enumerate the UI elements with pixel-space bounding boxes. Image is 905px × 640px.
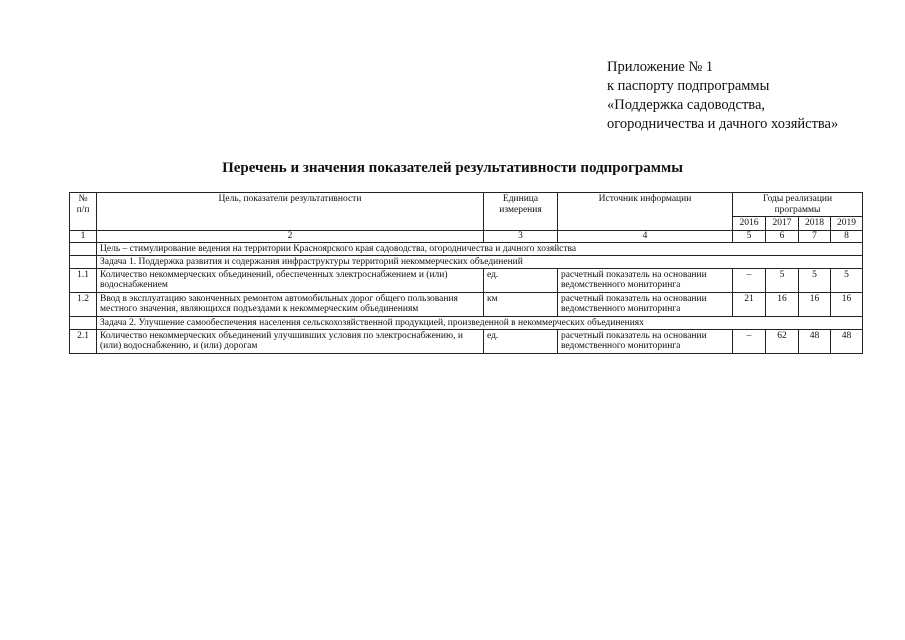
header-unit: Единица измерения bbox=[484, 193, 558, 231]
indicator-unit: ед. bbox=[484, 268, 558, 292]
value-2017: 5 bbox=[766, 268, 799, 292]
empty-cell bbox=[70, 316, 97, 329]
goal-text: Цель – стимулирование ведения на территории Красноярского края садоводства, огородничества и дачного хозяйства bbox=[97, 242, 863, 255]
indicator-source: расчетный показатель на основании ведомственного мониторинга bbox=[558, 292, 733, 316]
header-year-2016: 2016 bbox=[733, 217, 766, 231]
indicators-table bbox=[69, 192, 863, 354]
value-2018: 16 bbox=[799, 292, 831, 316]
appendix-line-1: Приложение № 1 bbox=[607, 59, 714, 75]
header-num: № п/п bbox=[70, 193, 97, 231]
column-number-row bbox=[70, 230, 863, 242]
appendix-line-2: к паспорту подпрограммы bbox=[607, 78, 770, 94]
appendix-block bbox=[607, 58, 838, 134]
value-2019: 5 bbox=[831, 268, 863, 292]
header-year-2019: 2019 bbox=[831, 217, 863, 231]
value-2018: 5 bbox=[799, 268, 831, 292]
column-number: 8 bbox=[831, 230, 863, 242]
indicator-name: Ввод в эксплуатацию законченных ремонтом автомобильных дорог общего пользования местного значения, являющихся подъездами к некоммерческим объединениям bbox=[97, 292, 484, 316]
column-number: 3 bbox=[484, 230, 558, 242]
document-title: Перечень и значения показателей результативности подпрограммы bbox=[222, 160, 683, 176]
value-2019: 16 bbox=[831, 292, 863, 316]
task-row bbox=[70, 255, 863, 268]
column-number: 4 bbox=[558, 230, 733, 242]
row-number: 1.2 bbox=[70, 292, 97, 316]
header-years: Годы реализации программы bbox=[733, 193, 863, 217]
indicator-unit: ед. bbox=[484, 329, 558, 353]
column-number: 6 bbox=[766, 230, 799, 242]
indicator-name: Количество некоммерческих объединений улучшивших условия по электроснабжению, и (или) водоснабжению, и (или) дорогам bbox=[97, 329, 484, 353]
row-number: 1.1 bbox=[70, 268, 97, 292]
appendix-line-4: огородничества и дачного хозяйства» bbox=[607, 116, 839, 132]
table-header-row bbox=[70, 193, 863, 217]
value-2018: 48 bbox=[799, 329, 831, 353]
value-2017: 16 bbox=[766, 292, 799, 316]
column-number: 2 bbox=[97, 230, 484, 242]
empty-cell bbox=[70, 255, 97, 268]
task-row bbox=[70, 316, 863, 329]
empty-cell bbox=[70, 242, 97, 255]
goal-row bbox=[70, 242, 863, 255]
header-year-2018: 2018 bbox=[799, 217, 831, 231]
header-goal: Цель, показатели результативности bbox=[97, 193, 484, 231]
value-2017: 62 bbox=[766, 329, 799, 353]
row-number: 2.1 bbox=[70, 329, 97, 353]
indicator-unit: км bbox=[484, 292, 558, 316]
value-2016: – bbox=[733, 329, 766, 353]
table-row bbox=[70, 329, 863, 353]
value-2016: – bbox=[733, 268, 766, 292]
table-row bbox=[70, 268, 863, 292]
table-row bbox=[70, 292, 863, 316]
column-number: 7 bbox=[799, 230, 831, 242]
indicator-source: расчетный показатель на основании ведомственного мониторинга bbox=[558, 268, 733, 292]
header-source: Источник информации bbox=[558, 193, 733, 231]
column-number: 5 bbox=[733, 230, 766, 242]
indicator-source: расчетный показатель на основании ведомственного мониторинга bbox=[558, 329, 733, 353]
column-number: 1 bbox=[70, 230, 97, 242]
appendix-line-3: «Поддержка садоводства, bbox=[607, 97, 766, 113]
value-2019: 48 bbox=[831, 329, 863, 353]
header-year-2017: 2017 bbox=[766, 217, 799, 231]
value-2016: 21 bbox=[733, 292, 766, 316]
task-1-text: Задача 1. Поддержка развития и содержания инфраструктуры территорий некоммерческих объединений bbox=[97, 255, 863, 268]
task-2-text: Задача 2. Улучшение самообеспечения населения сельскохозяйственной продукцией, произведенной в некоммерческих объединениях bbox=[97, 316, 863, 329]
indicator-name: Количество некоммерческих объединений, обеспеченных электроснабжением и (или) водоснабжением bbox=[97, 268, 484, 292]
